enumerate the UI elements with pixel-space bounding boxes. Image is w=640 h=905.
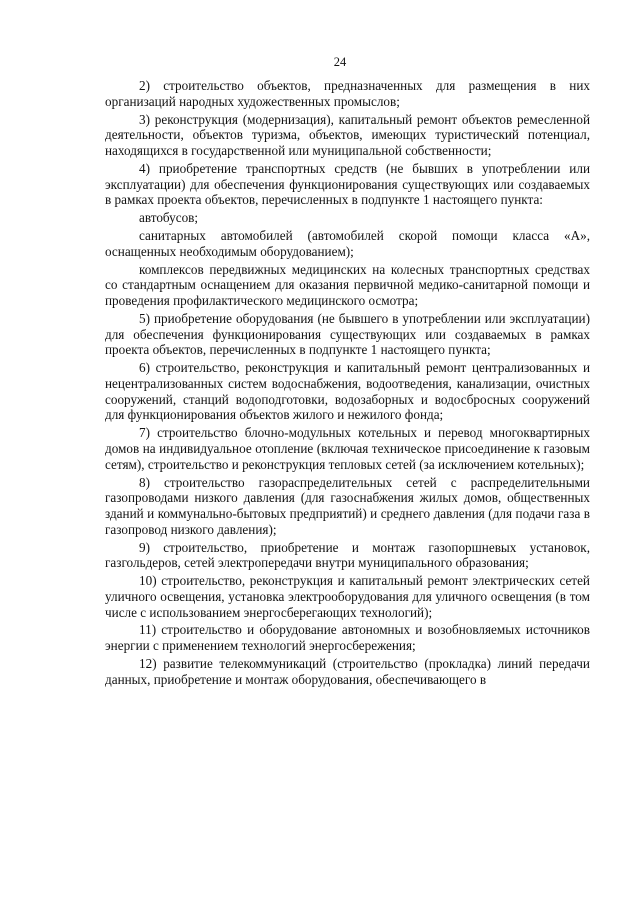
paragraph-item-11: 11) строительство и оборудование автономных и возобновляемых источников энергии с применением технологий энергосбережения; <box>105 622 590 654</box>
page-number: 24 <box>333 55 347 69</box>
paragraph-item-9: 9) строительство, приобретение и монтаж газопоршневых установок, газгольдеров, сетей электропередачи внутри муниципального образования; <box>105 539 590 571</box>
paragraph-item-8: 8) строительство газораспределительных сетей с распределительными газопроводами низкого давления (для газоснабжения жилых домов, общественных зданий и коммунально-бытовых предприятий) и среднего давления (для подачи газа в газопровод низкого давления); <box>105 474 590 537</box>
paragraph-item-12: 12) развитие телекоммуникаций (строительство (прокладка) линий передачи данных, приобретение и монтаж оборудования, обеспечивающего в <box>105 656 590 687</box>
paragraph-item-6: 6) строительство, реконструкция и капитальный ремонт централизованных и нецентрализованных систем водоснабжения, водоотведения, канализации, очистных сооружений, станций водоподготовки, водозаборных и водосбросных сооружений для функционирования объектов жилого и нежилого фонда; <box>105 360 590 423</box>
sub-item-mobile-medical-complexes: комплексов передвижных медицинских на колесных транспортных средствах со стандартным оснащением для оказания первичной медико-санитарной помощи и проведения профилактического медицинского осмотра; <box>105 261 590 309</box>
paragraph-item-2: 2) строительство объектов, предназначенных для размещения в них организаций народных художественных промыслов; <box>105 78 590 109</box>
sub-item-ambulances: санитарных автомобилей (автомобилей скорой помощи класса «А», оснащенных необходимым оборудованием); <box>105 228 590 259</box>
document-body <box>105 78 590 690</box>
paragraph-item-10: 10) строительство, реконструкция и капитальный ремонт электрических сетей уличного освещения, установка электрооборудования для уличного освещения (в том числе с использованием энергосберегающих технологий); <box>105 573 590 620</box>
sub-item-buses: автобусов; <box>139 210 199 226</box>
paragraph-item-7: 7) строительство блочно-модульных котельных и перевод многоквартирных домов на индивидуальное отопление (включая техническое присоединение к газовым сетям), строительство и реконструкция тепловых сетей (за исключением котельных); <box>105 425 590 472</box>
paragraph-item-5: 5) приобретение оборудования (не бывшего в употреблении или эксплуатации) для обеспечения функционирования существующих или создаваемых в рамках проекта объектов, перечисленных в подпункте 1 настоящего пункта; <box>105 310 590 358</box>
paragraph-item-4: 4) приобретение транспортных средств (не бывших в употреблении или эксплуатации) для обеспечения функционирования существующих или создаваемых в рамках проекта объектов, перечисленных в подпункте 1 настоящего пункта: <box>105 160 590 208</box>
paragraph-item-3: 3) реконструкция (модернизация), капитальный ремонт объектов ремесленной деятельности, объектов туризма, объектов, имеющих туристический потенциал, находящихся в государственной или муниципальной собственности; <box>105 111 590 158</box>
